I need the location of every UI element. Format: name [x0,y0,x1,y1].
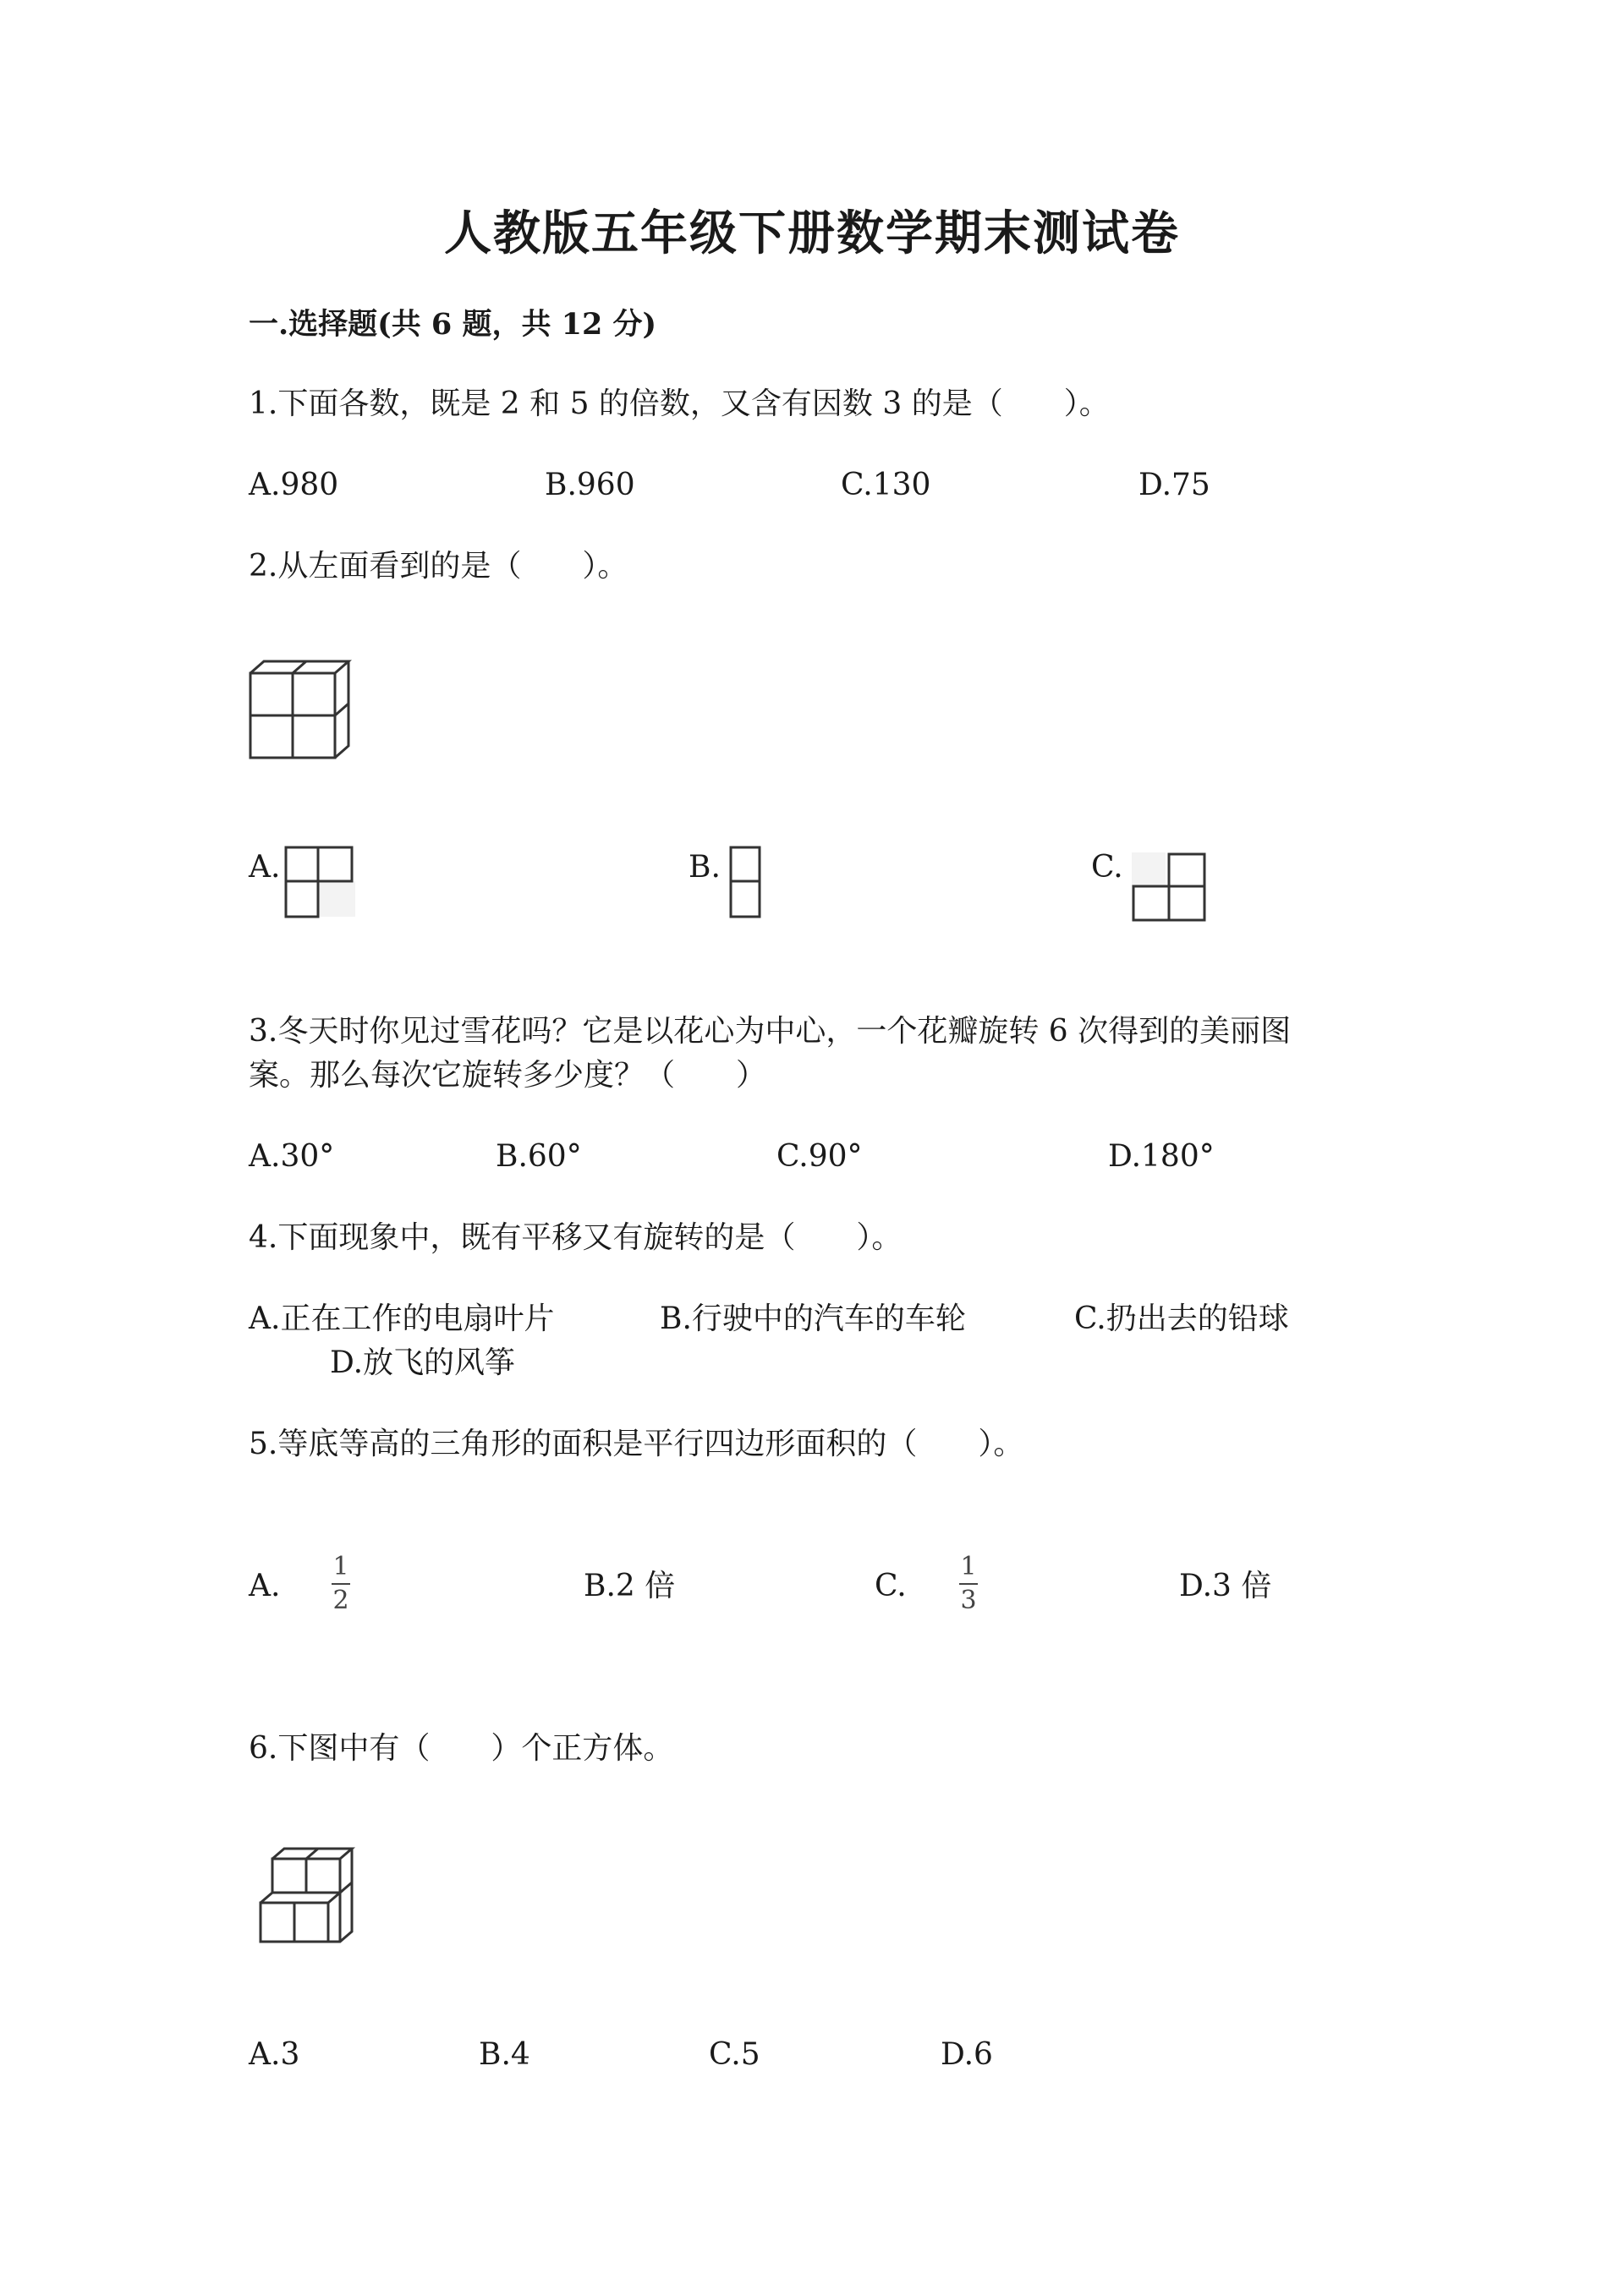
stacked-cubes-figure [255,1844,362,1948]
q6-option-a[interactable]: A.3 [249,2037,300,2072]
q3-option-a[interactable]: A.30° [249,1139,335,1174]
question-3-text-line-1: 3.冬天时你见过雪花吗？它是以花心为中心，一个花瓣旋转 6 次得到的美丽图 [249,1014,1292,1049]
fraction-numerator: 1 [960,1552,977,1581]
fraction-denominator: 2 [332,1586,349,1615]
q1-option-d[interactable]: D.75 [1138,468,1210,502]
q3-option-b[interactable]: B.60° [496,1139,582,1174]
page-title: 人教版五年级下册数学期末测试卷 [444,205,1180,261]
four-cube-block-figure [245,656,355,763]
q2-option-a[interactable]: A. [249,850,281,885]
q5-option-a[interactable]: A. [249,1569,281,1603]
q5-fraction-one-half [332,1553,350,1615]
question-6-text: 6.下图中有（ ）个正方体。 [249,1731,674,1766]
q2-option-a-figure [284,846,359,920]
question-5-text: 5.等底等高的三角形的面积是平行四边形面积的（ ）。 [249,1427,1024,1461]
q3-option-c[interactable]: C.90° [776,1139,863,1174]
q5-fraction-one-third [959,1553,978,1615]
fraction-bar [959,1583,978,1585]
q6-option-c[interactable]: C.5 [709,2037,760,2072]
q1-option-b[interactable]: B.960 [545,468,635,502]
q5-option-d[interactable]: D.3 倍 [1179,1569,1272,1603]
q5-option-b[interactable]: B.2 倍 [584,1569,676,1603]
q3-option-d[interactable]: D.180° [1108,1139,1215,1174]
q2-option-b[interactable]: B. [689,850,721,885]
fraction-denominator: 3 [960,1586,977,1615]
fraction-numerator: 1 [332,1552,349,1581]
q1-option-c[interactable]: C.130 [841,468,931,502]
q2-option-c[interactable]: C. [1091,850,1123,885]
q4-option-c[interactable]: C.扔出去的铅球 [1074,1301,1289,1336]
q2-option-c-figure [1130,851,1210,925]
q4-option-b[interactable]: B.行驶中的汽车的车轮 [660,1301,966,1336]
q6-option-d[interactable]: D.6 [941,2037,993,2072]
q2-option-b-figure [729,846,763,920]
q6-option-b[interactable]: B.4 [479,2037,530,2072]
question-2-text: 2.从左面看到的是（ ）。 [249,549,628,584]
section-heading: 一.选择题(共 6 题，共 12 分) [249,307,657,342]
q4-option-d[interactable]: D.放飞的风筝 [330,1345,516,1380]
fraction-bar [332,1583,350,1585]
question-4-text: 4.下面现象中，既有平移又有旋转的是（ ）。 [249,1220,903,1255]
q1-option-a[interactable]: A.980 [249,468,339,502]
q5-option-c[interactable]: C. [875,1569,907,1603]
question-3-text-line-2: 案。那么每次它旋转多少度？（ ） [249,1058,767,1093]
question-1-text: 1.下面各数，既是 2 和 5 的倍数，又含有因数 3 的是（ ）。 [249,386,1110,421]
q4-option-a[interactable]: A.正在工作的电扇叶片 [249,1301,555,1336]
